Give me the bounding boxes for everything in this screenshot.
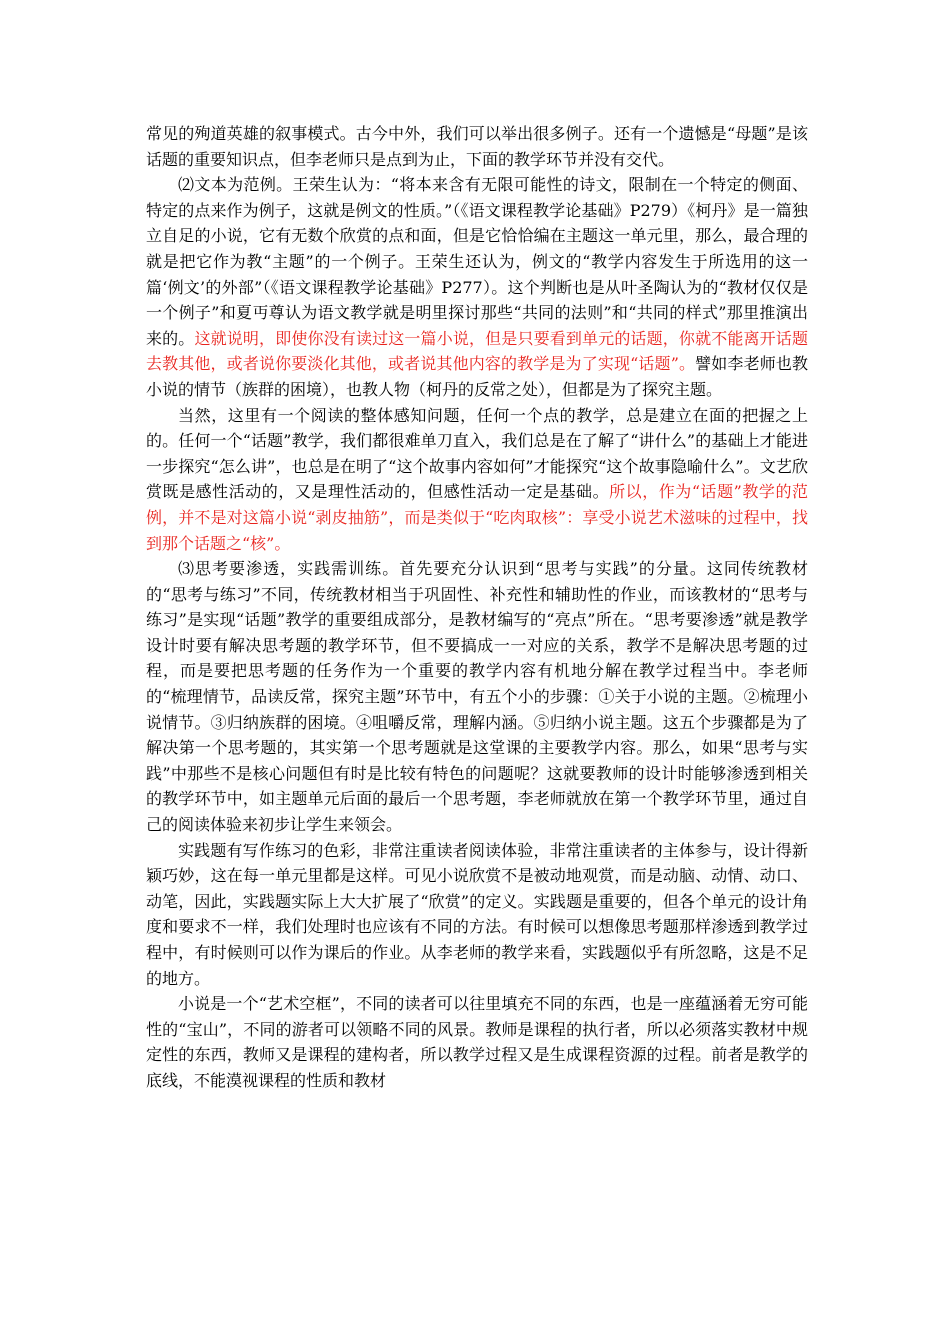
paragraph-2-text-b: 譬如李老师也教小说的情节（族群的困境），也教人物（柯丹的反常之处），但都是为了探究主题。 [146,354,808,399]
paragraph-4-text: ⑶思考要渗透，实践需训练。首先要充分认识到“思考与实践”的分量。这同传统教材的“思考与练习”不同，传统教材相当于巩固性、补充性和辅助性的作业，而该教材的“思考与练习”是实现“话题”教学的重要组成部分，是教材编写的“亮点”所在。“思考要渗透”就是教学设计时要有解决思考题的教学环节，但不要搞成一一对应的关系，教学不是解决思考题的过程，而是要把思考题的任务作为一个重要的教学内容有机地分解在教学过程当中。李老师的“梳理情节，品读反常，探究主题”环节中，有五个小的步骤：①关于小说的主题。②梳理小说情节。③归纳族群的困境。④咀嚼反常，理解内涵。⑤归纳小说主题。这五个步骤都是为了解决第一个思考题的，其实第一个思考题就是这堂课的主要教学内容。那么，如果“思考与实践”中那些不是核心问题但有时是比较有特色的问题呢？这就要教师的设计时能够渗透到相关的教学环节中，如主题单元后面的最后一个思考题，李老师就放在第一个教学环节里，通过自己的阅读体验来初步让学生来领会。 [146,559,808,835]
paragraph-5 [146,838,808,992]
paragraph-2-text-a: ⑵文本为范例。王荣生认为：“将本来含有无限可能性的诗文，限制在一个特定的侧面、特定的点来作为例子，这就是例文的性质。”（《语文课程教学论基础》P279）《柯丹》是一篇独立自足的小说，它有无数个欣赏的点和面，但是它恰恰编在主题这一单元里，那么，最合理的就是把它作为教“主题”的一个例子。王荣生还认为，例文的“教学内容发生于所选用的这一篇‘例文’的外部”（《语文课程教学论基础》P277）。这个判断也是从叶圣陶认为的“教材仅仅是一个例子”和夏丏尊认为语文教学就是明里探讨那些“共同的法则”和“共同的样式”那里推演出来的。 [146,175,808,348]
paragraph-3-highlight: 所以，作为“话题”教学的范例，并不是对这篇小说“剥皮抽筋”，而是类似于“吃肉取核”：享受小说艺术滋味的过程中，找到那个话题之“核”。 [146,482,808,553]
paragraph-5-text: 实践题有写作练习的色彩，非常注重读者阅读体验，非常注重读者的主体参与，设计得新颖巧妙，这在每一单元里都是这样。可见小说欣赏不是被动地观赏，而是动脑、动情、动口、动笔，因此，实践题实际上大大扩展了“欣赏”的定义。实践题是重要的，但各个单元的设计角度和要求不一样，我们处理时也应该有不同的方法。有时候可以想像思考题那样渗透到教学过程中，有时候则可以作为课后的作业。从李老师的教学来看，实践题似乎有所忽略，这是不足的地方。 [146,840,808,988]
paragraph-6 [146,991,808,1093]
paragraph-3 [146,403,808,557]
document-page [146,121,808,1094]
paragraph-6-text: 小说是一个“艺术空框”，不同的读者可以往里填充不同的东西，也是一座蕴涵着无穷可能性的“宝山”，不同的游者可以领略不同的风景。教师是课程的执行者，所以必须落实教材中规定性的东西，教师又是课程的建构者，所以教学过程又是生成课程资源的过程。前者是教学的底线，不能漠视课程的性质和教材 [146,994,808,1090]
paragraph-3-text: 当然，这里有一个阅读的整体感知问题，任何一个点的教学，总是建立在面的把握之上的。任何一个“话题”教学，我们都很难单刀直入，我们总是在了解了“讲什么”的基础上才能进一步探究“怎么讲”，也总是在明了“这个故事内容如何”才能探究“这个故事隐喻什么”。文艺欣赏既是感性活动的，又是理性活动的，但感性活动一定是基础。 [146,405,808,502]
paragraph-1 [146,121,808,172]
paragraph-4 [146,556,808,838]
paragraph-1-text: 常见的殉道英雄的叙事模式。古今中外，我们可以举出很多例子。还有一个遗憾是“母题”是该话题的重要知识点，但李老师只是点到为止，下面的教学环节并没有交代。 [146,124,808,169]
paragraph-2 [146,172,808,402]
paragraph-2-highlight: 这就说明，即使你没有读过这一篇小说，但是只要看到单元的话题，你就不能离开话题去教其他，或者说你要淡化其他，或者说其他内容的教学是为了实现“话题”。 [146,328,808,374]
